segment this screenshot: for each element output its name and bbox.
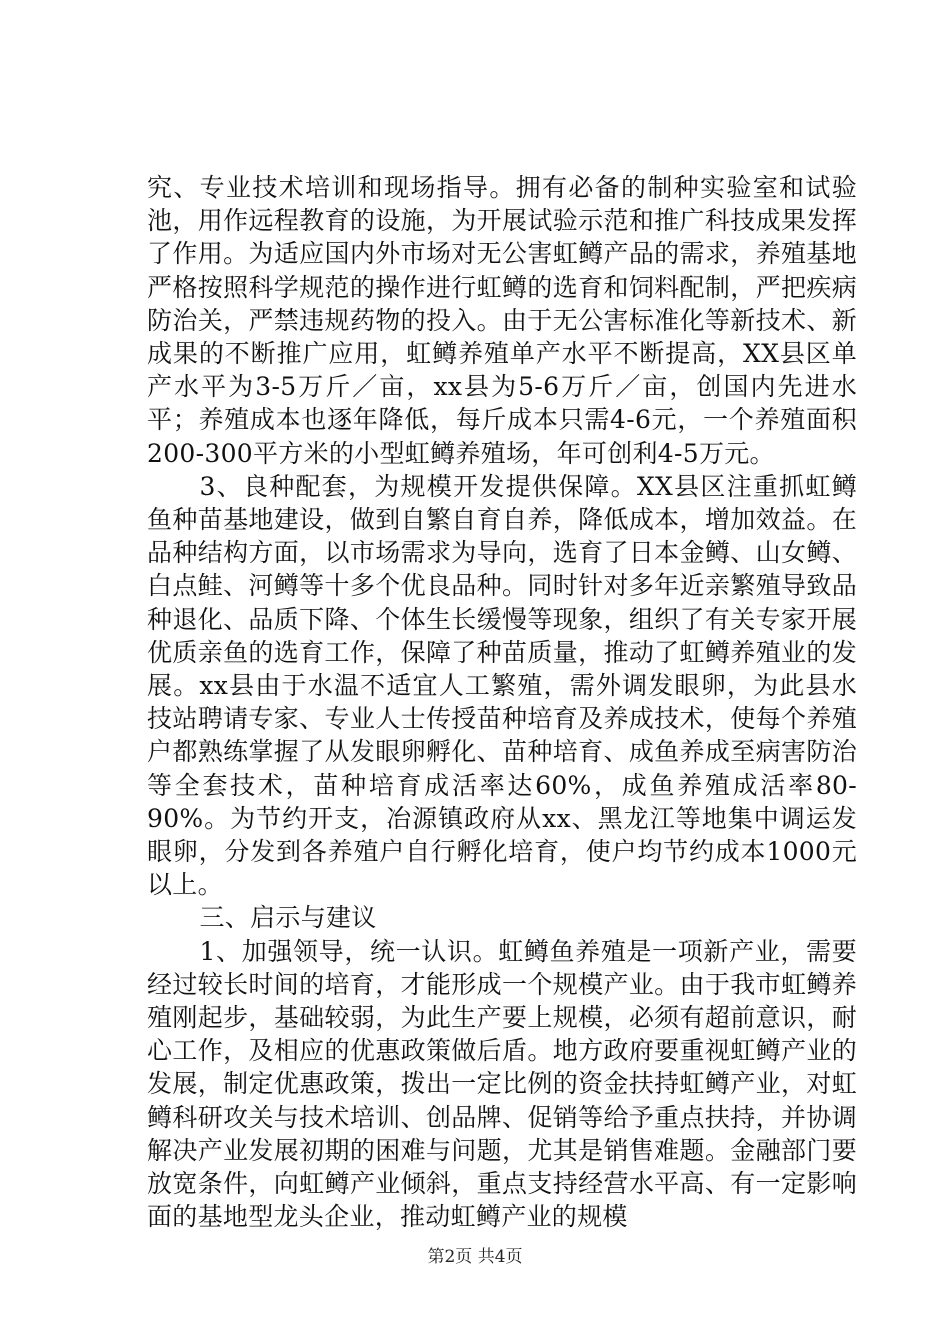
- paragraph-leadership: 1、加强领导，统一认识。虹鳟鱼养殖是一项新产业，需要经过较长时间的培育，才能形成一个规模产业。由于我市虹鳟养殖刚起步，基础较弱，为此生产要上规模，必须有超前意识，耐心工作，及相应的优惠政策做后盾。地方政府要重视虹鳟产业的发展，制定优惠政策，拨出一定比例的资金扶持虹鳟产业，对虹鳟科研攻关与技术培训、创品牌、促销等给予重点扶持，并协调解决产业发展初期的困难与问题，尤其是销售难题。金融部门要放宽条件，向虹鳟产业倾斜，重点支持经营水平高、有一定影响面的基地型龙头企业，推动虹鳟产业的规模: [147, 936, 857, 1232]
- section-heading: 三、启示与建议: [199, 903, 377, 933]
- paragraph-seed-matching: 3、良种配套，为规模开发提供保障。XX县区注重抓虹鳟鱼种苗基地建设，做到自繁自育自养，降低成本，增加效益。在品种结构方面，以市场需求为导向，选育了日本金鳟、山女鳟、白点鲑、河鳟等十多个优良品种。同时针对多年近亲繁殖导致品种退化、品质下降、个体生长缓慢等现象，组织了有关专家开展优质亲鱼的选育工作，保障了种苗质量，推动了虹鳟养殖业的发展。xx县由于水温不适宜人工繁殖，需外调发眼卵，为此县水技站聘请专家、专业人士传授苗种培育及养成技术，使每个养殖户都熟练掌握了从发眼卵孵化、苗种培育、成鱼养成至病害防治等全套技术，苗种培育成活率达60%，成鱼养殖成活率80-90%。为节约开支，冶源镇政府从xx、黑龙江等地集中调运发眼卵，分发到各养殖户自行孵化培育，使户均节约成本1000元以上。: [147, 471, 857, 900]
- paragraph-continuation: 究、专业技术培训和现场指导。拥有必备的制种实验室和试验池，用作远程教育的设施，为开展试验示范和推广科技成果发挥了作用。为适应国内外市场对无公害虹鳟产品的需求，养殖基地严格按照科学规范的操作进行虹鳟的选育和饲料配制，严把疾病防治关，严禁违规药物的投入。由于无公害标准化等新技术、新成果的不断推广应用，虹鳟养殖单产水平不断提高，XX县区单产水平为3-5万斤／亩，xx县为5-6万斤／亩，创国内先进水平；养殖成本也逐年降低，每斤成本只需4-6元，一个养殖面积200-300平方米的小型虹鳟养殖场，年可创利4-5万元。: [147, 173, 857, 468]
- page-number: 第2页 共4页: [427, 1247, 523, 1267]
- document-body: [147, 171, 857, 1234]
